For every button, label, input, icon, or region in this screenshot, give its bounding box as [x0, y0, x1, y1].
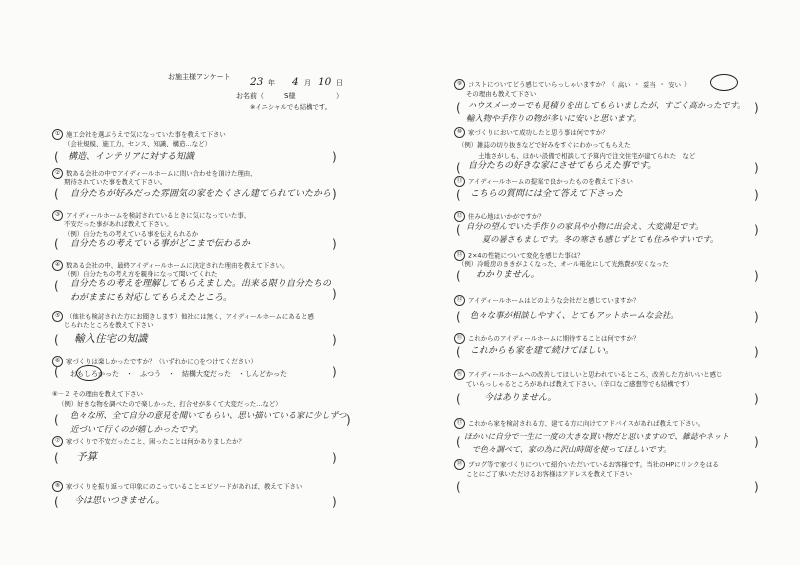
q3-paren-close: ) — [332, 237, 337, 251]
date-year: 23 — [250, 76, 264, 88]
q3-sub: 不安だった事があれば教えて下さい。 — [64, 220, 173, 228]
q1-number: ① — [52, 129, 63, 140]
q14-paren-close: ) — [754, 310, 759, 324]
q5-sub: じられたところを教えて下さい — [64, 321, 154, 329]
q8-paren-open: ( — [54, 495, 59, 509]
q16-question: ⑯ アイディールホームへの改善してほしいと思われているところ、改善した方がいいと感じ — [454, 369, 722, 380]
q1-paren-open: ( — [54, 150, 59, 164]
q6b-paren-open: ( — [54, 413, 59, 427]
q7-answer: 予算 — [76, 451, 97, 463]
q3-paren-open: ( — [54, 237, 59, 251]
date-month: 4 — [292, 76, 299, 88]
q11-paren-close: ) — [754, 188, 759, 202]
q9-answer-line1: ハウスメーカーでも見積りを出してもらいましたが、すごく高かったです。 — [468, 100, 746, 110]
q13-sub: （例）冷暖房のききがよくなった、オール電化にして光熱費が安くなった — [458, 260, 669, 268]
q6-paren-open: ( — [54, 365, 59, 379]
q6b-sub: （例）好きな物を調べたので楽しかった、打合せが多くて大変だった…など） — [58, 400, 282, 408]
q6b-answer-line1: 色々な所、全て自分の意見を聞いてもらい、思い描いている家に少しずつ — [70, 410, 347, 420]
q10-paren-open: ( — [456, 161, 461, 175]
q11-paren-open: ( — [456, 188, 461, 202]
q1-answer: 構造、インテリアに対する知識 — [68, 152, 195, 162]
q8-paren-close: ) — [332, 495, 337, 509]
q11-question: ⑪ アイディールホームの提案で良かったものを教えて下さい — [454, 176, 633, 187]
q13-paren-open: ( — [456, 269, 461, 283]
q9-question: ⑨ コストについてどう感じていらっしゃいますか？（ 高い ・ 妥当 ・ 安い ） — [454, 79, 690, 90]
q2-answer: 自分たちが好みだった雰囲気の家をたくさん建てられていたから — [70, 189, 332, 199]
q16-paren-close: ) — [754, 392, 759, 406]
name-close: ） — [336, 92, 343, 100]
q4-answer-line1: 自分たちの考えを理解してもらえました。出来る限り自分たちの — [70, 279, 332, 289]
q6-options: おもしろかった ・ ふつう ・ 結構大変だった ・しんどかった — [70, 370, 287, 378]
q18-question: ⑱ ブログ等で家づくりについて紹介いただいているお客様です。当社のHPにリンクをはる — [454, 459, 719, 470]
q3-sub2: （例）自分たちの考えている事を伝えられるか — [64, 230, 199, 238]
q15-question: ⑮ これからのアイディールホームに期待することは何ですか？ — [454, 333, 639, 344]
q10-sub2: 土地さがしも、ほかい設備で相談して予算内で注文住宅が建てられた など — [478, 152, 696, 160]
q11-answer: こちらの質問には全て答えて下さった — [470, 189, 624, 199]
q8-answer: 今は思いつきません。 — [74, 496, 165, 506]
name-value: S様 — [284, 92, 296, 100]
name-note: ※イニシャルでも結構です。 — [250, 103, 332, 111]
q16-paren-open: ( — [456, 392, 461, 406]
q6b-question: ⑥－２ その理由を教えて下さい — [52, 390, 143, 398]
q10-question: ⑩ 家づくりにおいて成功したと思う事は何ですか？ — [454, 127, 609, 138]
q2-sub: 期待されていた事を教えて下さい。 — [64, 178, 167, 186]
q5-question: ⑤ （他社も検討された方にお聞きします）他社には無く、アイディールホームにあると感 — [52, 311, 314, 322]
q12-paren-open: ( — [456, 223, 461, 237]
q2-paren-open: ( — [54, 187, 59, 201]
q2-paren-close: ) — [332, 187, 337, 201]
q12-paren-close: ) — [754, 223, 759, 237]
year-label: 年 — [268, 79, 275, 87]
q12-answer-line1: 自分の望んでいた手作りの家具や小物に出会え、大変満足です。 — [466, 221, 704, 231]
q13-question: ⑬ 2×4の性能について変化を感じた事は？ — [454, 250, 584, 261]
q4-question: ④ 数ある会社の中、最終アイディールホームに決定された理由を教えて下さい。 — [52, 260, 288, 271]
q6-paren-close: ) — [332, 365, 337, 379]
q2-question: ② 数ある会社の中でアイディールホームに問い合わせを頂けた理由、 — [52, 168, 257, 179]
q17-answer-line2: で色々調べて、家の為に沢山時間を使ってほしいです。 — [472, 445, 672, 454]
day-label: 日 — [336, 79, 343, 87]
q4-sub: （例）自分たちの考え方を親身になって聞いてくれた — [64, 270, 218, 278]
q6b-paren-close: ) — [346, 413, 351, 427]
q9-selected-option: 安い — [668, 80, 681, 89]
q17-paren-open: ( — [456, 435, 461, 449]
q12-question: ⑫ 住み心地はいかがですか？ — [454, 211, 545, 222]
q15-paren-close: ) — [754, 345, 759, 359]
q3-question: ③ アイディールホームを検討されているときに気になっていた事、 — [52, 210, 250, 221]
q9-paren-close: ) — [754, 101, 759, 115]
month-label: 月 — [304, 79, 311, 87]
q7-paren-close: ) — [332, 451, 337, 465]
q15-answer: これからも家を建て続けてほしい。 — [470, 346, 615, 356]
date-day: 10 — [318, 76, 332, 88]
q8-question: ⑧ 家づくりを振り返って印象にのこっていることエピソードがあれば、教えて下さい — [52, 481, 302, 492]
q1-paren-close: ) — [332, 150, 337, 164]
q17-answer-line1: ほかいに自分で一生に一度の大きな買い物だと思いますので、雑誌やネット — [464, 432, 729, 441]
q1-question: ① 施工会社を選ぶうえで気になっていた事を教えて下さい — [52, 129, 226, 140]
q13-answer: わかりません。 — [476, 270, 540, 280]
q3-answer: 自分たちの考えている事がどこまで伝わるか — [70, 239, 251, 249]
q9-paren-open: ( — [456, 101, 461, 115]
q18-paren-open: ( — [456, 480, 461, 494]
q4-answer-line2: わがままにも対応してもらえたところ。 — [70, 293, 233, 303]
q14-question: ⑭ アイディールホームはどのような会社だと感じていますか？ — [454, 295, 639, 306]
q14-paren-open: ( — [456, 310, 461, 324]
q13-paren-close: ) — [754, 269, 759, 283]
q4-paren-open: ( — [54, 279, 59, 293]
q5-paren-close: ) — [332, 333, 337, 347]
q17-paren-close: ) — [754, 435, 759, 449]
q18-sub: ことにご了承いただけるお客様はアドレスを教えて下さい — [466, 470, 632, 478]
q5-paren-open: ( — [54, 333, 59, 347]
q7-question: ⑦ 家づくりで不安だったこと、困ったことは何かありましたか？ — [52, 436, 245, 447]
q16-sub: ていらっしゃるところがあれば教えて下さい。（辛口なご感想等でも結構です） — [466, 380, 693, 388]
q10-answer: 自分たちの好きな家にさせてもらえた事です。 — [468, 161, 657, 171]
q12-answer-line2: 夏の暑さもましです。冬の寒さも感じずとても住みやすいです。 — [482, 234, 719, 244]
q15-paren-open: ( — [456, 345, 461, 359]
q9-sub: その理由も教えて下さい — [466, 90, 537, 98]
q6-selected-circle — [76, 365, 102, 381]
q9-selected-circle — [710, 74, 738, 91]
q1-sub: （会社規模、施工力、センス、知識、構造…など） — [64, 140, 211, 148]
survey-title: お施主様アンケート — [168, 73, 231, 81]
name-label: お名前（ — [236, 92, 264, 100]
q10-paren-close: ) — [754, 161, 759, 175]
q9-answer-line2: 輸入物や手作りの物が多いに安いと思います。 — [466, 113, 642, 123]
q5-answer: 輸入住宅の知識 — [74, 333, 148, 345]
q6-question: ⑥ 家づくりは楽しかったですか？（いずれかに○をつけてください） — [52, 356, 257, 367]
q10-sub: （例）雑誌の切り抜きなどで好みをすぐにわかってもらえた — [458, 141, 631, 149]
q18-paren-close: ) — [754, 480, 759, 494]
q6b-answer-line2: 近づいて行くのが嬉しかったです。 — [70, 424, 204, 434]
q7-paren-open: ( — [54, 451, 59, 465]
q17-question: ⑰ これから家を検討される方、建てる方に向けてアドバイスがあれば教えて下さい。 — [454, 418, 704, 429]
q4-paren-close: ) — [332, 287, 337, 301]
q14-answer: 色々な事が相談しやすく、とてもアットホームな会社。 — [470, 310, 679, 320]
q16-answer: 今はありません。 — [484, 393, 557, 403]
